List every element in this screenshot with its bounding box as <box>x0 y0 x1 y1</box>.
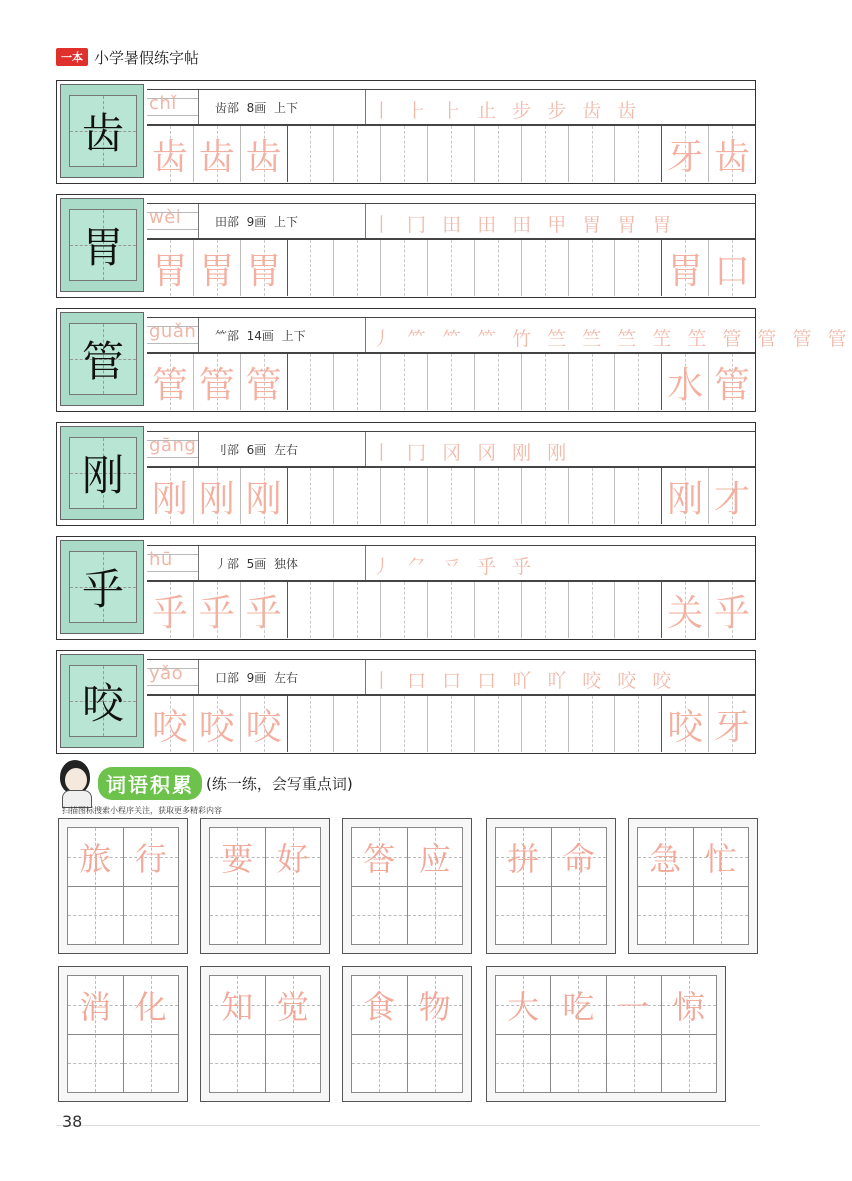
word-trace-character: 要 <box>221 840 254 878</box>
char-info <box>215 441 298 458</box>
model-character-box <box>60 426 144 520</box>
practice-cell[interactable] <box>615 240 662 296</box>
pinyin-cell <box>147 204 199 238</box>
model-character-box <box>60 312 144 406</box>
pinyin-cell <box>147 660 199 694</box>
trace-character <box>569 468 615 524</box>
practice-cell[interactable] <box>709 582 755 638</box>
practice-cell[interactable] <box>288 126 335 182</box>
trace-character: 乎 <box>198 592 235 634</box>
practice-grid <box>147 695 755 752</box>
structure: 左右 <box>273 671 298 685</box>
word-trace-character: 食 <box>363 988 396 1026</box>
stroke-count: 9画 <box>246 671 267 685</box>
section-subtitle: (练一练，会写重点词) <box>206 774 353 793</box>
pinyin: yǎo <box>149 663 184 684</box>
trace-character <box>615 126 661 182</box>
word-char-cell[interactable] <box>352 976 408 1092</box>
trace-character <box>381 240 427 296</box>
trace-character <box>428 354 474 410</box>
practice-cell[interactable] <box>381 354 428 410</box>
word-box <box>486 818 616 954</box>
practice-cell[interactable] <box>147 696 194 752</box>
practice-cell[interactable] <box>334 582 381 638</box>
practice-cell[interactable] <box>194 126 241 182</box>
word-char-cell[interactable] <box>210 976 266 1092</box>
practice-cell[interactable] <box>381 582 428 638</box>
trace-character: 乎 <box>151 592 188 634</box>
practice-cell[interactable] <box>569 126 616 182</box>
word-box <box>342 818 472 954</box>
practice-cell[interactable] <box>428 582 475 638</box>
trace-character <box>334 126 380 182</box>
trace-character <box>522 696 568 752</box>
radical: 口部 <box>215 671 240 685</box>
trace-character: 胃 <box>667 250 704 292</box>
pinyin-cell <box>147 318 199 352</box>
model-character: 乎 <box>81 565 124 614</box>
practice-cell[interactable] <box>428 696 475 752</box>
word-trace-character: 好 <box>276 840 309 878</box>
trace-character: 咬 <box>667 706 704 748</box>
trace-character <box>522 354 568 410</box>
word-char-cell[interactable] <box>552 828 607 944</box>
practice-cell[interactable] <box>334 468 381 524</box>
trace-character <box>615 240 661 296</box>
practice-cell[interactable] <box>334 126 381 182</box>
radical: 丿部 <box>215 557 240 571</box>
practice-cell[interactable] <box>241 582 288 638</box>
practice-grid <box>147 239 755 296</box>
trace-character: 管 <box>151 364 188 406</box>
practice-cell[interactable] <box>569 240 616 296</box>
character-entry <box>56 194 756 298</box>
word-trace-character: 化 <box>134 988 167 1026</box>
model-character: 胃 <box>81 223 124 272</box>
trace-character: 牙 <box>714 706 751 748</box>
trace-character <box>569 582 615 638</box>
practice-cell[interactable] <box>662 354 709 410</box>
practice-cell[interactable] <box>522 354 569 410</box>
practice-cell[interactable] <box>569 354 616 410</box>
structure: 上下 <box>281 329 306 343</box>
word-char-cell[interactable] <box>210 828 266 944</box>
trace-character: 齿 <box>714 136 751 178</box>
practice-cell[interactable] <box>381 240 428 296</box>
model-character-box <box>60 198 144 292</box>
practice-cell[interactable] <box>334 696 381 752</box>
practice-cell[interactable] <box>288 240 335 296</box>
practice-cell[interactable] <box>662 582 709 638</box>
practice-cell[interactable] <box>615 582 662 638</box>
trace-character <box>288 354 334 410</box>
trace-character: 齿 <box>198 136 235 178</box>
trace-character <box>569 696 615 752</box>
word-trace-character: 旅 <box>79 840 112 878</box>
practice-cell[interactable] <box>241 126 288 182</box>
practice-cell[interactable] <box>381 468 428 524</box>
trace-character <box>381 582 427 638</box>
trace-character <box>522 240 568 296</box>
word-trace-character: 惊 <box>672 988 705 1026</box>
practice-cell[interactable] <box>662 696 709 752</box>
word-trace-character: 知 <box>221 988 254 1026</box>
practice-cell[interactable] <box>569 468 616 524</box>
trace-character <box>475 696 521 752</box>
trace-character <box>334 468 380 524</box>
practice-grid <box>147 581 755 638</box>
trace-character: 管 <box>198 364 235 406</box>
trace-character <box>522 468 568 524</box>
stroke-order-box <box>365 660 755 694</box>
structure: 左右 <box>273 443 298 457</box>
stroke-order-box <box>365 432 755 466</box>
practice-grid <box>147 125 755 182</box>
model-character: 齿 <box>81 109 124 158</box>
trace-character: 才 <box>714 478 751 520</box>
trace-character <box>475 582 521 638</box>
structure: 上下 <box>273 101 298 115</box>
character-entry <box>56 422 756 526</box>
trace-character: 刚 <box>245 478 282 520</box>
practice-cell[interactable] <box>709 354 755 410</box>
stroke-order-box <box>365 90 755 124</box>
word-char-cell[interactable] <box>694 828 749 944</box>
practice-cell[interactable] <box>709 468 755 524</box>
boy-icon <box>56 760 94 806</box>
char-info <box>215 669 298 686</box>
word-char-cell[interactable] <box>496 976 551 1092</box>
trace-character <box>475 240 521 296</box>
word-trace-character: 命 <box>562 840 595 878</box>
trace-character <box>569 126 615 182</box>
practice-cell[interactable] <box>288 696 335 752</box>
section-title <box>56 760 353 806</box>
word-trace-character: 应 <box>418 840 451 878</box>
stroke-order: 丨 冂 冈 冈 刚 刚 <box>372 442 572 464</box>
book-title: 小学暑假练字帖 <box>94 48 200 67</box>
character-entry <box>56 80 756 184</box>
trace-character: 齿 <box>151 136 188 178</box>
model-character-box <box>60 84 144 178</box>
pinyin-cell <box>147 546 199 580</box>
pinyin-cell <box>147 90 199 124</box>
radical: 刂部 <box>215 443 240 457</box>
pinyin: wèi <box>149 207 182 228</box>
radical: 田部 <box>215 215 240 229</box>
stroke-order: 丿 ⺮ ⺮ ⺮ 竹 竺 竺 竺 笁 笁 管 管 管 管 <box>372 328 852 350</box>
char-info <box>215 213 298 230</box>
trace-character <box>569 354 615 410</box>
practice-cell[interactable] <box>522 240 569 296</box>
trace-character: 胃 <box>245 250 282 292</box>
stroke-count: 5画 <box>246 557 267 571</box>
word-char-cell[interactable] <box>638 828 694 944</box>
trace-character: 水 <box>667 364 704 406</box>
word-trace-character: 急 <box>649 840 682 878</box>
practice-cell[interactable] <box>475 582 522 638</box>
stroke-count: 8画 <box>246 101 267 115</box>
word-char-cell[interactable] <box>124 976 179 1092</box>
trace-character <box>615 582 661 638</box>
stroke-order: 丿 ⺈ 乊 乎 乎 <box>372 556 537 578</box>
practice-cell[interactable] <box>475 468 522 524</box>
practice-cell[interactable] <box>288 354 335 410</box>
practice-cell[interactable] <box>381 126 428 182</box>
trace-character <box>615 468 661 524</box>
pinyin: gāng <box>149 435 197 456</box>
practice-cell[interactable] <box>428 240 475 296</box>
trace-character <box>428 696 474 752</box>
practice-grid <box>147 467 755 524</box>
practice-cell[interactable] <box>428 126 475 182</box>
practice-cell[interactable] <box>709 240 755 296</box>
word-char-cell[interactable] <box>496 828 552 944</box>
pinyin: chǐ <box>149 93 177 114</box>
word-trace-character: 答 <box>363 840 396 878</box>
trace-character <box>288 468 334 524</box>
word-trace-character: 拼 <box>507 840 540 878</box>
trace-character: 刚 <box>667 478 704 520</box>
character-entry <box>56 650 756 754</box>
trace-character: 齿 <box>245 136 282 178</box>
practice-cell[interactable] <box>147 582 194 638</box>
trace-character <box>615 696 661 752</box>
word-trace-character: 吃 <box>562 988 595 1026</box>
practice-cell[interactable] <box>194 696 241 752</box>
trace-character <box>381 354 427 410</box>
practice-cell[interactable] <box>334 354 381 410</box>
practice-cell[interactable] <box>569 582 616 638</box>
practice-cell[interactable] <box>522 696 569 752</box>
practice-cell[interactable] <box>194 582 241 638</box>
word-trace-character: 一 <box>617 988 650 1026</box>
practice-cell[interactable] <box>381 696 428 752</box>
word-box <box>342 966 472 1102</box>
footer-divider <box>56 1125 760 1126</box>
radical: ⺮部 <box>215 329 240 343</box>
trace-character <box>428 468 474 524</box>
word-box <box>58 966 188 1102</box>
trace-character: 咬 <box>198 706 235 748</box>
practice-cell[interactable] <box>662 126 709 182</box>
trace-character <box>288 126 334 182</box>
trace-character: 胃 <box>198 250 235 292</box>
practice-cell[interactable] <box>241 468 288 524</box>
series-badge: 一本 <box>56 48 88 66</box>
trace-character <box>522 582 568 638</box>
radical: 齿部 <box>215 101 240 115</box>
trace-character <box>288 696 334 752</box>
trace-character <box>615 354 661 410</box>
stroke-order-box <box>365 318 852 352</box>
character-entry <box>56 536 756 640</box>
word-trace-character: 忙 <box>704 840 737 878</box>
trace-character <box>475 126 521 182</box>
word-trace-character: 觉 <box>276 988 309 1026</box>
trace-character: 牙 <box>667 136 704 178</box>
page-number: 38 <box>62 1112 83 1131</box>
word-char-cell[interactable] <box>662 976 716 1092</box>
word-box <box>58 818 188 954</box>
practice-cell[interactable] <box>147 240 194 296</box>
model-character: 咬 <box>81 679 124 728</box>
trace-character: 刚 <box>151 478 188 520</box>
char-info <box>215 99 298 116</box>
practice-cell[interactable] <box>475 240 522 296</box>
stroke-order: 丨 口 口 口 吖 吖 咬 咬 咬 <box>372 670 677 692</box>
trace-character <box>288 240 334 296</box>
stroke-order: 丨 冂 田 田 田 甲 胃 胃 胃 <box>372 214 677 236</box>
word-box <box>200 966 330 1102</box>
practice-cell[interactable] <box>662 240 709 296</box>
practice-cell[interactable] <box>522 582 569 638</box>
practice-cell[interactable] <box>194 240 241 296</box>
word-char-cell[interactable] <box>352 828 408 944</box>
stroke-count: 9画 <box>246 215 267 229</box>
practice-cell[interactable] <box>241 696 288 752</box>
pinyin: guǎn <box>149 321 197 342</box>
word-box <box>486 966 726 1102</box>
page-header <box>56 44 199 70</box>
trace-character <box>522 126 568 182</box>
model-character: 刚 <box>81 451 124 500</box>
stroke-order-box <box>365 546 755 580</box>
practice-cell[interactable] <box>662 468 709 524</box>
practice-cell[interactable] <box>615 354 662 410</box>
practice-cell[interactable] <box>475 354 522 410</box>
trace-character <box>475 354 521 410</box>
stroke-count: 14画 <box>246 329 274 343</box>
trace-character <box>428 582 474 638</box>
practice-cell[interactable] <box>288 468 335 524</box>
trace-character: 刚 <box>198 478 235 520</box>
word-char-cell[interactable] <box>408 976 463 1092</box>
trace-character <box>334 240 380 296</box>
model-character: 管 <box>81 337 124 386</box>
word-char-cell[interactable] <box>551 976 606 1092</box>
trace-character: 乎 <box>245 592 282 634</box>
trace-character: 关 <box>667 592 704 634</box>
practice-cell[interactable] <box>709 696 755 752</box>
practice-cell[interactable] <box>147 354 194 410</box>
trace-character <box>475 468 521 524</box>
word-char-cell[interactable] <box>266 976 321 1092</box>
word-trace-character: 行 <box>134 840 167 878</box>
trace-character: 胃 <box>151 250 188 292</box>
structure: 上下 <box>273 215 298 229</box>
practice-cell[interactable] <box>475 126 522 182</box>
trace-character <box>334 354 380 410</box>
practice-cell[interactable] <box>194 468 241 524</box>
trace-character <box>288 582 334 638</box>
practice-cell[interactable] <box>522 126 569 182</box>
char-info <box>215 555 298 572</box>
section-heading: 词语积累 <box>98 767 202 800</box>
trace-character: 乎 <box>714 592 751 634</box>
practice-cell[interactable] <box>428 354 475 410</box>
stroke-order: 丨 ⺊ ⺊ 止 步 步 齿 齿 <box>372 100 642 122</box>
word-char-cell[interactable] <box>408 828 463 944</box>
model-character-box <box>60 654 144 748</box>
practice-cell[interactable] <box>615 468 662 524</box>
practice-cell[interactable] <box>194 354 241 410</box>
trace-character <box>381 696 427 752</box>
trace-character: 咬 <box>151 706 188 748</box>
practice-cell[interactable] <box>241 354 288 410</box>
practice-cell[interactable] <box>147 126 194 182</box>
trace-character: 咬 <box>245 706 282 748</box>
trace-character: 管 <box>714 364 751 406</box>
trace-character <box>381 126 427 182</box>
practice-cell[interactable] <box>522 468 569 524</box>
word-char-cell[interactable] <box>266 828 321 944</box>
practice-cell[interactable] <box>709 126 755 182</box>
pinyin: hū <box>149 549 173 570</box>
practice-cell[interactable] <box>615 696 662 752</box>
word-box <box>628 818 758 954</box>
stroke-order-box <box>365 204 755 238</box>
trace-character <box>569 240 615 296</box>
practice-cell[interactable] <box>147 468 194 524</box>
practice-cell[interactable] <box>428 468 475 524</box>
practice-cell[interactable] <box>569 696 616 752</box>
char-info <box>215 327 306 344</box>
word-char-cell[interactable] <box>68 976 124 1092</box>
structure: 独体 <box>273 557 298 571</box>
word-char-cell[interactable] <box>124 828 179 944</box>
word-trace-character: 大 <box>507 988 540 1026</box>
word-char-cell[interactable] <box>68 828 124 944</box>
trace-character <box>381 468 427 524</box>
trace-character <box>428 240 474 296</box>
trace-character <box>428 126 474 182</box>
character-entry <box>56 308 852 412</box>
word-box <box>200 818 330 954</box>
practice-grid <box>147 353 755 410</box>
trace-character: 管 <box>245 364 282 406</box>
word-trace-character: 物 <box>418 988 451 1026</box>
section-note: 扫描图标搜索小程序关注，获取更多精彩内容 <box>62 806 222 815</box>
practice-cell[interactable] <box>615 126 662 182</box>
practice-cell[interactable] <box>288 582 335 638</box>
practice-cell[interactable] <box>475 696 522 752</box>
practice-cell[interactable] <box>241 240 288 296</box>
trace-character <box>334 696 380 752</box>
trace-character <box>334 582 380 638</box>
pinyin-cell <box>147 432 199 466</box>
trace-character: 口 <box>714 250 751 292</box>
word-char-cell[interactable] <box>607 976 662 1092</box>
practice-cell[interactable] <box>334 240 381 296</box>
model-character-box <box>60 540 144 634</box>
word-trace-character: 消 <box>79 988 112 1026</box>
stroke-count: 6画 <box>246 443 267 457</box>
